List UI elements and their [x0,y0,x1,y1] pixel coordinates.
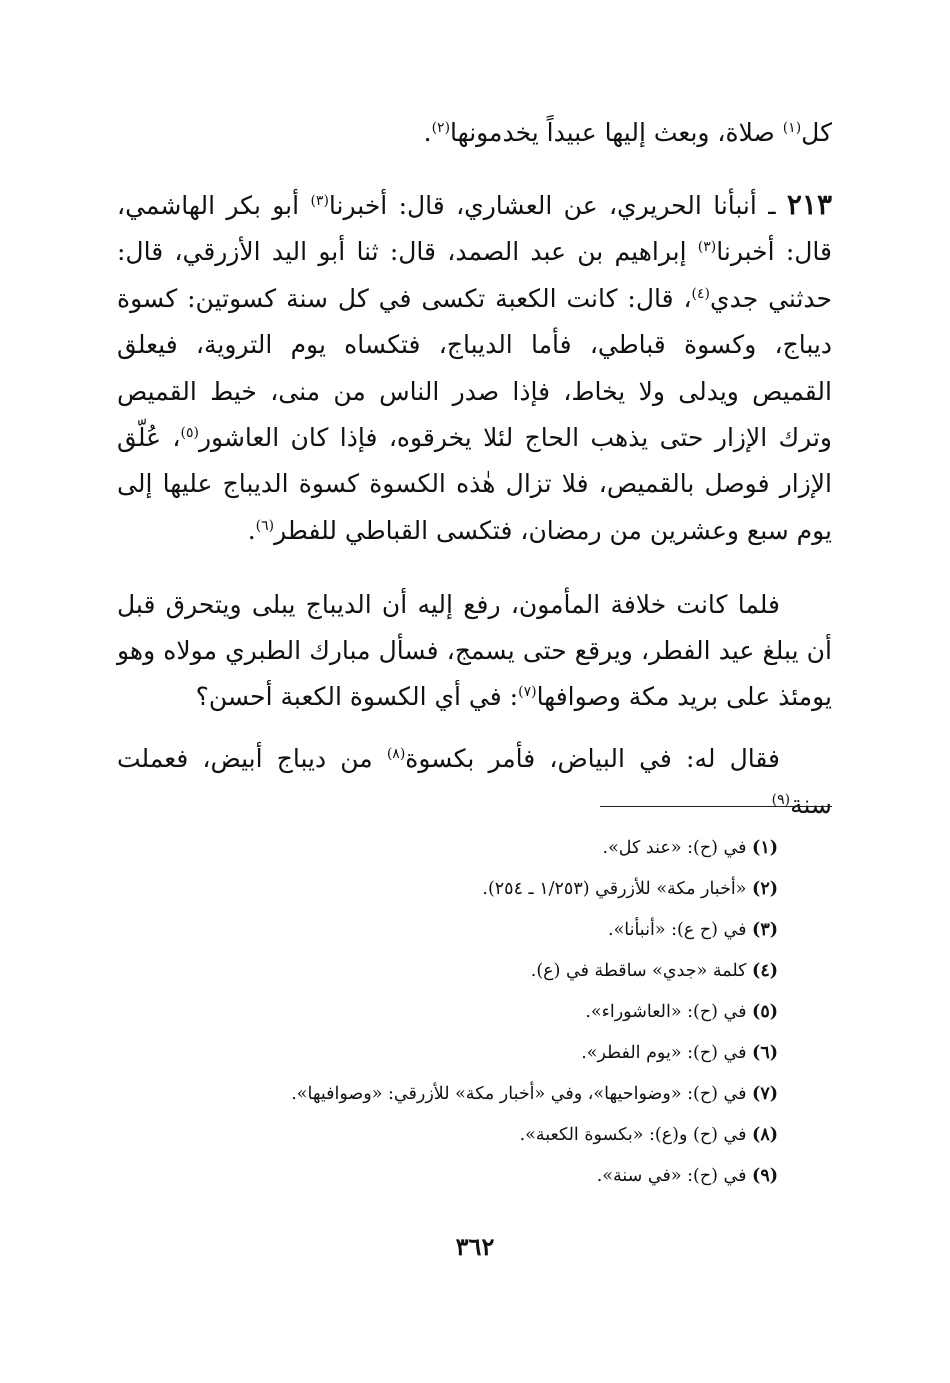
text-run: صلاة، وبعث إليها عبيداً يخدمونها [450,118,783,147]
footnote-number: (٥) [752,1002,778,1022]
text-run: أبو بكر الهاشمي، قال: أخبرنا [117,191,832,267]
page-number: ٣٦٢ [455,1232,495,1261]
footnote-marker[interactable]: (٩) [771,792,791,808]
footnote-marker[interactable]: (٤) [691,285,711,302]
footnote-item [138,869,778,910]
footnote-text: في (ح): «في سنة». [596,1166,753,1186]
footnote-marker[interactable]: (٥) [180,425,199,442]
footnote-number: (٢) [752,879,778,899]
footnote-item [138,1115,778,1156]
entry-213-paragraph [117,182,832,554]
footnote-number: (٤) [752,961,778,981]
footnote-marker[interactable]: (٣) [697,239,717,256]
footnotes-list [138,828,778,1197]
footnote-marker[interactable]: (٦) [255,517,275,534]
footnote-divider [600,806,832,807]
footnote-marker[interactable]: (٢) [431,120,451,136]
opening-line [117,110,832,156]
text-run: إبراهيم بن عبد الصمد، قال: ثنا أبو اليد الأزرقي، قال: حدثني جدي [117,237,832,313]
footnote-item [138,951,778,992]
footnote-item [138,1156,778,1197]
footnote-number: (١) [752,838,778,858]
footnote-item [138,910,778,951]
footnote-number: (٦) [752,1043,778,1063]
footnote-text: في (ح): «العاشوراء». [585,1002,753,1022]
text-run: ، قال: كانت الكعبة تكسى في كل سنة كسوتين: كسوة ديباج، وكسوة قباطي، فأما الديباج، فتكساه يوم التروية، فيعلق القميص ويدلى ولا يخاط، فإذا صدر الناس من منى، خيط القميص وترك الإزار حتى يذهب الحاج لئلا يخرقوه، فإذا كان العاشور [117,283,832,453]
mamun-paragraph [117,582,832,720]
fa-qal-paragraph [117,736,832,828]
footnote-number: (٣) [752,920,778,940]
text-run: كل [801,118,832,147]
footnote-marker[interactable]: (٣) [310,193,329,209]
footnote-text: «أخبار مكة» للأزرقي (١/٢٥٣ ـ ٢٥٤). [482,879,753,899]
footnote-item [138,1033,778,1074]
text-run: فلما كانت خلافة المأمون، رفع إليه أن الديباج يبلى ويتحرق قبل أن يبلغ عيد الفطر، ويرقع حتى يسمج، فسأل مبارك الطبري مولاه وهو يومئذ على بريد مكة وصوافها [117,590,832,711]
footnote-text: في (ح): «يوم الفطر». [581,1043,753,1063]
footnote-text: في (ح): «وضواحيها»، وفي «أخبار مكة» للأزرقي: «وصوافيها». [291,1084,753,1104]
footnote-item [138,992,778,1033]
text-run: . [423,118,432,147]
text-run: ـ أنبأنا الحريري، عن العشاري، قال: أخبرنا [328,191,787,220]
text-run: : في أي الكسوة الكعبة أحسن؟ [195,682,519,711]
footnote-item [138,1074,778,1115]
footnote-number: (٩) [752,1166,778,1186]
footnote-marker[interactable]: (٧) [518,684,537,700]
entry-number: ٢١٣ [786,188,832,221]
footnote-number: (٧) [752,1084,778,1104]
text-run: ، عُلّق الإزار فوصل بالقميص، فلا تزال هٰذه الكسوة كسوة الديباج عليها إلى يوم سبع وعشرين من رمضان، فتكسى القباطي للفطر [117,423,832,545]
text-run: . [247,515,256,545]
footnote-marker[interactable]: (٨) [386,746,406,762]
text-run: فقال له: في البياض، فأمر بكسوة [405,744,780,773]
footnote-number: (٨) [752,1125,778,1145]
footnote-text: في (ح): «عند كل». [602,838,753,858]
footnote-text: كلمة «جدي» ساقطة في (ع). [530,961,753,981]
footnote-item [138,828,778,869]
text-run: من ديباج أبيض، فعملت سنة [117,744,832,819]
footnote-text: في (ح) و(ع): «بكسوة الكعبة». [519,1125,753,1145]
footnote-text: في (ح ع): «أنبأنا». [608,920,753,940]
footnote-marker[interactable]: (١) [782,120,802,136]
